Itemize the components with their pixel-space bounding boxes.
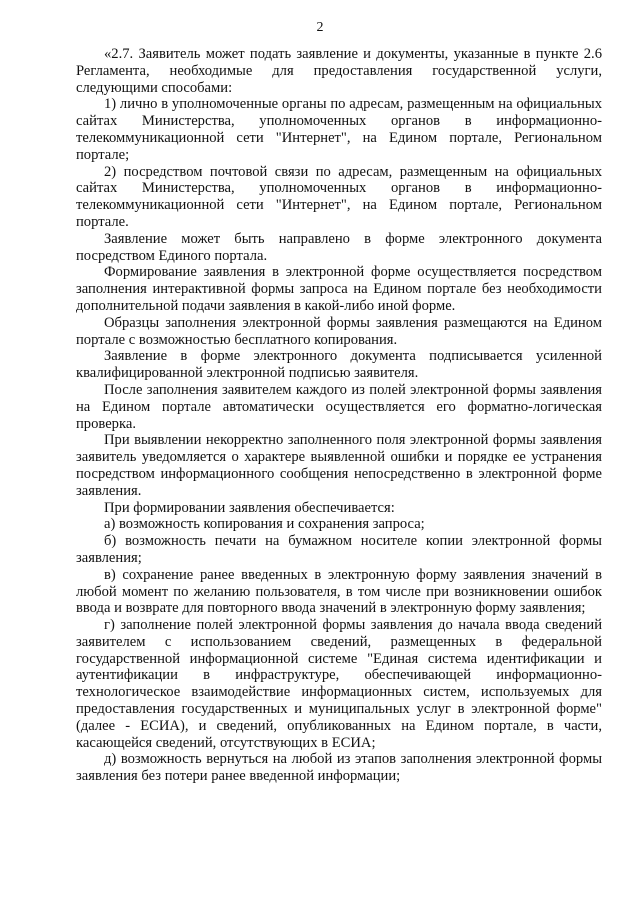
paragraph: Заявление в форме электронного документа подписывается усиленной квалифицированной электронной подписью заявителя. — [76, 348, 602, 382]
paragraph: Заявление может быть направлено в форме электронного документа посредством Единого портала. — [76, 230, 602, 264]
paragraph: Формирование заявления в электронной форме осуществляется посредством заполнения интерактивной формы запроса на Едином портале без необходимости дополнительной подачи заявления в какой-либо иной форме. — [76, 264, 602, 314]
paragraph: При выявлении некорректно заполненного поля электронной формы заявления заявитель уведомляется о характере выявленной ошибки и порядке ее устранения посредством информационного сообщения непосредственно в электронной форме заявления. — [76, 432, 602, 499]
list-item: 2) посредством почтовой связи по адресам, размещенным на официальных сайтах Министерства, уполномоченных органов в информационно-телекоммуникационной сети "Интернет", на Едином портале, Региональном портале. — [76, 163, 602, 230]
paragraph: Образцы заполнения электронной формы заявления размещаются на Едином портале с возможностью бесплатного копирования. — [76, 314, 602, 348]
paragraph: После заполнения заявителем каждого из полей электронной формы заявления на Едином портале автоматически осуществляется его форматно-логическая проверка. — [76, 381, 602, 432]
list-item: в) сохранение ранее введенных в электронную форму заявления значений в любой момент по желанию пользователя, в том числе при возникновении ошибок ввода и возврате для повторного ввода значений в электронную форму заявления; — [76, 566, 602, 617]
list-item: б) возможность печати на бумажном носителе копии электронной формы заявления; — [76, 533, 602, 566]
paragraph: При формировании заявления обеспечивается: — [104, 499, 395, 516]
paragraph: «2.7. Заявитель может подать заявление и документы, указанные в пункте 2.6 Регламента, необходимые для предоставления государственной услуги, следующими способами: — [76, 46, 602, 96]
document-body — [76, 46, 602, 785]
list-item: д) возможность вернуться на любой из этапов заполнения электронной формы заявления без потери ранее введенной информации; — [76, 751, 602, 785]
list-item: г) заполнение полей электронной формы заявления до начала ввода сведений заявителем с использованием сведений, размещенных в федеральной государственной информационной системе "Единая система идентификации и аутентификации в инфраструктуре, обеспечивающей информационно-технологическое взаимодействие информационных систем, используемых для предоставления государственных и муниципальных услуг в электронной форме" (далее - ЕСИА), и сведений, опубликованных на Едином портале, в части, касающейся сведений, отсутствующих в ЕСИА; — [76, 617, 602, 751]
page-number: 2 — [316, 20, 324, 35]
list-item: а) возможность копирования и сохранения запроса; — [104, 516, 425, 533]
list-item: 1) лично в уполномоченные органы по адресам, размещенным на официальных сайтах Министерства, уполномоченных органов в информационно-телекоммуникационной сети "Интернет", на Едином портале, Региональном портале; — [76, 96, 602, 163]
